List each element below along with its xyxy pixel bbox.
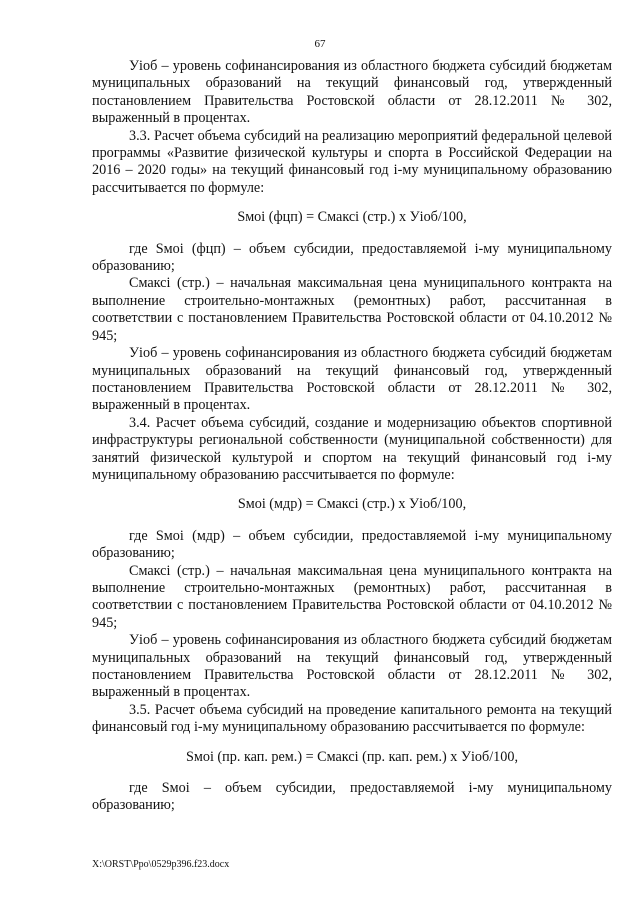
- paragraph-smaks-definition-1: Смаксі (стр.) – начальная максимальная цена муниципального контракта на выполнение строительно-монтажных (ремонтных) работ, рассчитанная в соответствии с постановлением Правительства Ростовской области от 04.10.2012 № 945;: [92, 275, 612, 344]
- formula-fcp: Sмоі (фцп) = Смаксі (стр.) х Уіоб/100,: [237, 209, 467, 226]
- paragraph-smaks-definition-2: Смаксі (стр.) – начальная максимальная цена муниципального контракта на выполнение строительно-монтажных (ремонтных) работ, рассчитанная в соответствии с постановлением Правительства Ростовской области от 04.10.2012 № 945;: [92, 562, 612, 631]
- paragraph-smoi-definition: где Sмоі – объем субсидии, предоставляемой і-му муниципальному образованию;: [92, 780, 612, 814]
- paragraph-uiob-definition-3: Уіоб – уровень софинансирования из областного бюджета субсидий бюджетам муниципальных образований на текущий финансовый год, утвержденный постановлением Правительства Ростовской области от 28.12.2011 № 302, выраженный в процентах.: [92, 632, 612, 701]
- paragraph-smoi-mdr-definition: где Sмоі (мдр) – объем субсидии, предоставляемой і-му муниципальному образованию;: [92, 527, 612, 562]
- paragraph-3-5: 3.5. Расчет объема субсидий на проведение капитального ремонта на текущий финансовый год і-му муниципальному образованию рассчитывается по формуле:: [92, 701, 612, 736]
- paragraph-uiob-definition-1: Уіоб – уровень софинансирования из областного бюджета субсидий бюджетам муниципальных образований на текущий финансовый год, утвержденный постановлением Правительства Ростовской области от 28.12.2011 № 302, выраженный в процентах.: [92, 58, 612, 127]
- paragraph-smoi-fcp-definition: где Sмоі (фцп) – объем субсидии, предоставляемой і-му муниципальному образованию;: [92, 240, 612, 275]
- paragraph-3-4: 3.4. Расчет объема субсидий, создание и модернизацию объектов спортивной инфраструктуры региональной собственности (муниципальной собственности) для занятий физической культурой и спортом на текущий финансовый год і-му муниципальному образованию рассчитывается по формуле:: [92, 414, 612, 483]
- formula-kap-rem: Sмоі (пр. кап. рем.) = Смаксі (пр. кап. рем.) х Уіоб/100,: [185, 748, 518, 765]
- formula-mdr: Sмоі (мдр) = Смаксі (стр.) х Уіоб/100,: [237, 496, 467, 513]
- footer-file-path: X:\ORST\Ppo\0529p396.f23.docx: [92, 859, 230, 870]
- document-body: [92, 58, 612, 815]
- paragraph-uiob-definition-2: Уіоб – уровень софинансирования из областного бюджета субсидий бюджетам муниципальных образований на текущий финансовый год, утвержденный постановлением Правительства Ростовской области от 28.12.2011 № 302, выраженный в процентах.: [92, 345, 612, 414]
- paragraph-3-3: 3.3. Расчет объема субсидий на реализацию мероприятий федеральной целевой программы «Развитие физической культуры и спорта в Российской Федерации на 2016 – 2020 годы» на текущий финансовый год і-му муниципальному образованию рассчитывается по формуле:: [92, 127, 612, 196]
- page-number: 67: [314, 38, 326, 50]
